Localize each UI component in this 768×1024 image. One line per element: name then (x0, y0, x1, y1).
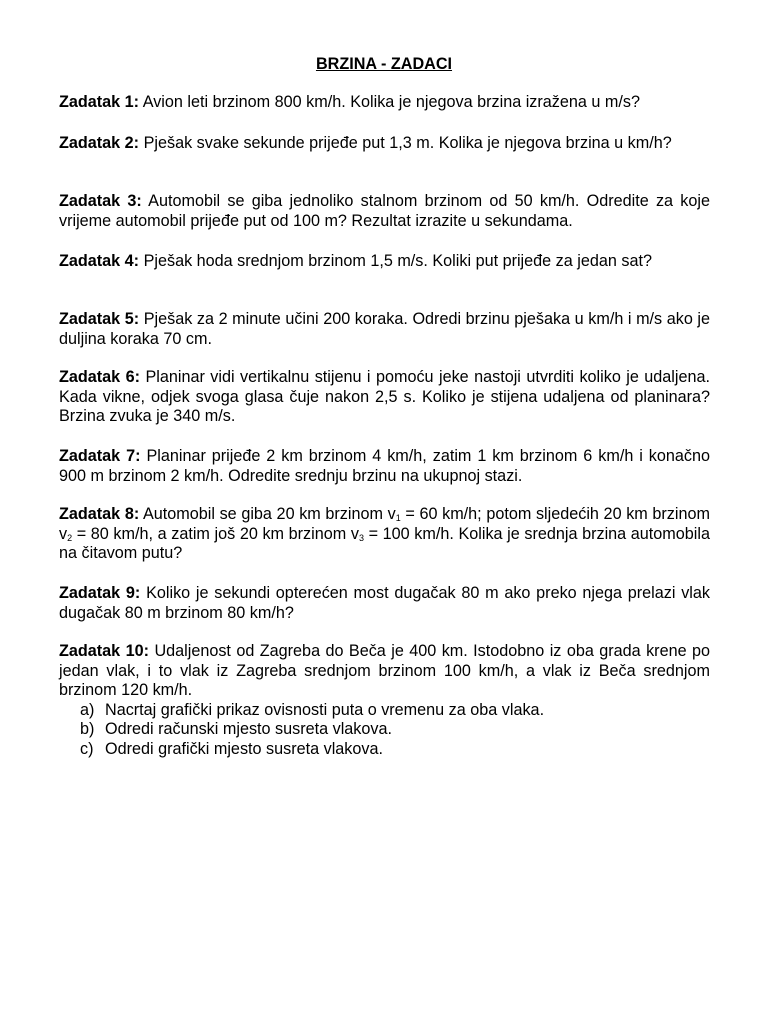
task-text: Automobil se giba jednoliko stalnom brzinom od 50 km/h. Odredite za koje vrijeme automobil prijeđe put od 100 m? Rezultat izrazite u sekundama. (59, 192, 710, 230)
task-10 (59, 642, 710, 759)
subscript: 2 (67, 532, 73, 543)
subitem-text: Odredi grafički mjesto susreta vlakova. (105, 739, 383, 758)
task-label: Zadatak 6: (59, 368, 141, 386)
page-title: BRZINA - ZADACI (315, 55, 453, 73)
task-text-part: Automobil se giba 20 km brzinom v (142, 505, 396, 523)
subitem-a (59, 701, 710, 721)
task-text-part: = 60 km/h; potom sljedećih 20 km brzinom v (59, 505, 710, 543)
task-label: Zadatak 8: (59, 505, 140, 523)
task-label: Zadatak 10: (59, 642, 149, 660)
task-text: Avion leti brzinom 800 km/h. Kolika je njegova brzina izražena u m/s? (142, 93, 640, 111)
task-1 (59, 93, 710, 113)
task-label: Zadatak 1: (59, 93, 140, 111)
task-text: Udaljenost od Zagreba do Beča je 400 km. Istodobno iz oba grada krene po jedan vlak, i to vlak iz Zagreba srednjom brzinom 100 km/h, a vlak iz Beča srednjom brzinom 120 km/h. (59, 642, 711, 699)
subitem-b (59, 720, 710, 740)
subitem-c (59, 740, 710, 760)
subitem-marker: b) (80, 720, 95, 738)
task-label: Zadatak 5: (59, 310, 140, 328)
task-label: Zadatak 4: (59, 252, 140, 270)
task-2 (59, 134, 710, 154)
task-text: Planinar vidi vertikalnu stijenu i pomoću jeke nastoji utvrditi koliko je udaljena. Kada vikne, odjek svoga glasa čuje nakon 2,5 s. Koliko je stijena udaljena od planinara? Brzina zvuka je 340 m/s. (59, 368, 711, 425)
task-text: Pješak svake sekunde prijeđe put 1,3 m. Kolika je njegova brzina u km/h? (143, 134, 672, 152)
task-label: Zadatak 9: (59, 584, 141, 602)
subscript: 1 (395, 513, 401, 523)
task-6 (59, 368, 710, 427)
subscript: 3 (358, 532, 364, 543)
task-text: Planinar prijeđe 2 km brzinom 4 km/h, zatim 1 km brzinom 6 km/h i konačno 900 m brzinom 2 km/h. Odredite srednju brzinu na ukupnoj stazi. (59, 447, 710, 485)
task-5 (59, 310, 710, 349)
task-label: Zadatak 3: (59, 192, 142, 210)
subitem-marker: c) (80, 739, 94, 758)
subitem-text: Odredi računski mjesto susreta vlakova. (105, 720, 392, 738)
task-3 (59, 192, 710, 231)
task-9 (59, 584, 710, 623)
task-7 (59, 447, 710, 486)
task-label: Zadatak 2: (59, 134, 140, 152)
subitem-text: Nacrtaj grafički prikaz ovisnosti puta o vremenu za oba vlaka. (105, 700, 545, 719)
task-8 (59, 505, 710, 564)
task-4 (59, 252, 710, 272)
task-text-part: = 100 km/h. Kolika je srednja brzina automobila na čitavom putu? (59, 524, 710, 562)
task-text: Pješak hoda srednjom brzinom 1,5 m/s. Koliki put prijeđe za jedan sat? (143, 252, 652, 270)
task-text: Pješak za 2 minute učini 200 koraka. Odredi brzinu pješaka u km/h i m/s ako je duljina koraka 70 cm. (59, 310, 711, 348)
task-text: Koliko je sekundi opterećen most dugačak 80 m ako preko njega prelazi vlak dugačak 80 m brzinom 80 km/h? (59, 584, 710, 622)
subitem-list (59, 701, 710, 760)
subitem-marker: a) (80, 700, 95, 719)
task-10-intro (59, 642, 710, 701)
task-text-part: = 80 km/h, a zatim još 20 km brzinom v (72, 524, 359, 543)
task-label: Zadatak 7: (59, 447, 141, 465)
